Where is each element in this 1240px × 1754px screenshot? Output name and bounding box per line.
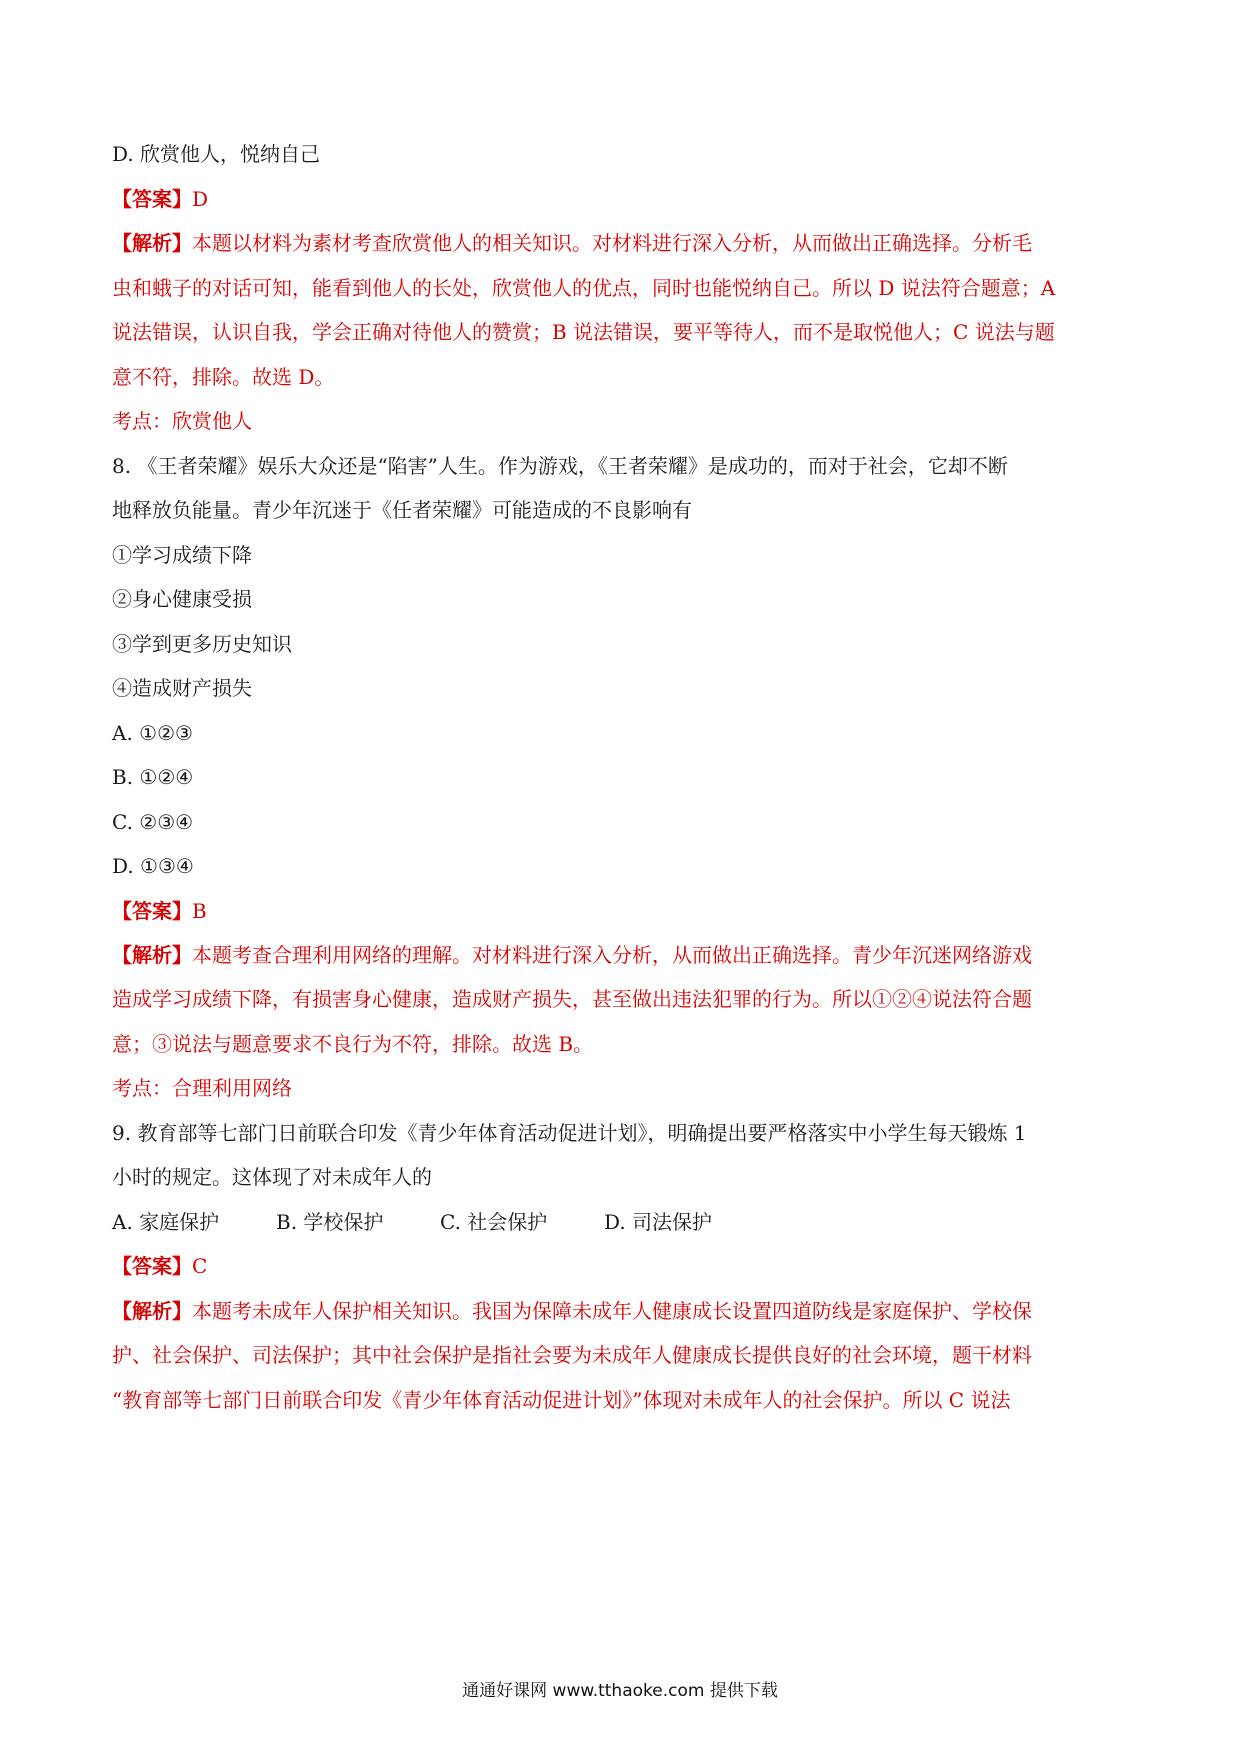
q8-analysis-line: 意；③说法与题意要求不良行为不符，排除。故选 B。 — [112, 1032, 594, 1056]
answer-tag: 【答案】 — [112, 187, 192, 211]
answer-value: D — [192, 187, 209, 211]
q8-analysis-line: 造成学习成绩下降，有损害身心健康，造成财产损失，甚至做出违法犯罪的行为。所以①②④说法符合题 — [112, 987, 1032, 1011]
q8-kaodian: 考点：合理利用网络 — [112, 1076, 292, 1100]
analysis-tag: 【解析】 — [112, 943, 192, 967]
answer-value: C — [192, 1254, 208, 1278]
q8-option-a: A. ①②③ — [112, 721, 193, 745]
q8-option-b: B. ①②④ — [112, 765, 194, 789]
q8-stem-line: 地释放负能量。青少年沉迷于《任者荣耀》可能造成的不良影响有 — [112, 498, 692, 522]
q9-stem-line: 9. 教育部等七部门日前联合印发《青少年体育活动促进计划》，明确提出要严格落实中小学生每天锻炼 1 — [112, 1121, 1027, 1145]
q8-option-c: C. ②③④ — [112, 810, 194, 834]
q9-option-a: A. 家庭保护 — [112, 1210, 220, 1234]
q7-analysis-line — [112, 230, 1132, 256]
q9-option-d: D. 司法保护 — [604, 1210, 713, 1234]
q7-analysis-line: 意不符，排除。故选 D。 — [112, 365, 335, 389]
analysis-text: 本题考查合理利用网络的理解。对材料进行深入分析，从而做出正确选择。青少年沉迷网络游戏 — [192, 943, 1032, 967]
q9-analysis-line — [112, 1298, 1132, 1324]
q9-analysis-line: “教育部等七部门日前联合印发《青少年体育活动促进计划》”体现对未成年人的社会保护。所以 C 说法 — [112, 1388, 1011, 1412]
q8-answer — [112, 898, 1132, 924]
q8-analysis-line — [112, 942, 1132, 968]
q9-answer — [112, 1253, 1132, 1279]
analysis-tag: 【解析】 — [112, 231, 192, 255]
analysis-text: 本题以材料为素材考查欣赏他人的相关知识。对材料进行深入分析，从而做出正确选择。分析毛 — [192, 231, 1032, 255]
q7-analysis-line: 说法错误，认识自我，学会正确对待他人的赞赏；B 说法错误，要平等待人，而不是取悦他人；C 说法与题 — [112, 320, 1055, 344]
q7-analysis-line: 虫和蛾子的对话可知，能看到他人的长处，欣赏他人的优点，同时也能悦纳自己。所以 D 说法符合题意；A — [112, 276, 1056, 300]
q7-answer — [112, 186, 1132, 212]
q9-option-c: C. 社会保护 — [440, 1210, 548, 1234]
q9-option-b: B. 学校保护 — [276, 1210, 384, 1234]
q7-option-d: D. 欣赏他人，悦纳自己 — [112, 142, 321, 166]
q8-item: ①学习成绩下降 — [112, 543, 252, 567]
q8-option-d: D. ①③④ — [112, 854, 194, 878]
q8-item: ④造成财产损失 — [112, 676, 252, 700]
answer-tag: 【答案】 — [112, 1254, 192, 1278]
q8-stem-line: 8. 《王者荣耀》娱乐大众还是“陷害”人生。作为游戏，《王者荣耀》是成功的，而对于社会，它却不断 — [112, 454, 1008, 478]
q9-analysis-line: 护、社会保护、司法保护；其中社会保护是指社会要为未成年人健康成长提供良好的社会环境，题干材料 — [112, 1343, 1032, 1367]
answer-value: B — [192, 899, 207, 923]
q9-options — [112, 1209, 1132, 1235]
analysis-tag: 【解析】 — [112, 1299, 192, 1323]
answer-tag: 【答案】 — [112, 899, 192, 923]
q9-stem-line: 小时的规定。这体现了对未成年人的 — [112, 1165, 432, 1189]
analysis-text: 本题考未成年人保护相关知识。我国为保障未成年人健康成长设置四道防线是家庭保护、学校保 — [192, 1299, 1032, 1323]
q7-kaodian: 考点：欣赏他人 — [112, 409, 252, 433]
q8-item: ②身心健康受损 — [112, 587, 252, 611]
q8-item: ③学到更多历史知识 — [112, 632, 292, 656]
footer-source: 通通好课网 www.tthaoke.com 提供下载 — [462, 1681, 778, 1701]
